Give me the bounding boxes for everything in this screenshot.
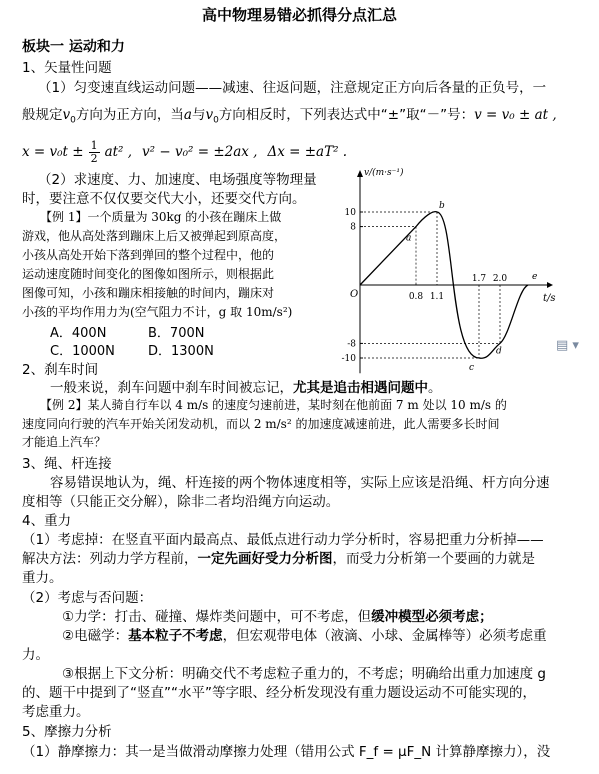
page-title: 高中物理易错必抓得分点汇总: [201, 6, 397, 24]
x-tick-label: 1.1: [429, 292, 445, 302]
example1-line: 小孩的平均作用力为(空气阻力不计，g 取 10m/s²): [22, 305, 293, 319]
para-vector-2a: （2）求速度、力、加速度、电场强度等物理量: [38, 172, 317, 188]
y-tick-label: 8: [350, 222, 356, 233]
y-axis-label: v/(m·s⁻¹): [364, 168, 404, 178]
para-gravity-2: （2）考虑与否问题：: [22, 590, 153, 606]
document-icon[interactable]: ▤ ▾: [556, 338, 579, 353]
para-vector-1b: 般规定$v_0$方向为正方向，当a与$v_0$方向相反时，下列表达式中“±”取“－”号：v = v₀ ± at ,: [22, 107, 557, 126]
para-gravity-1c: 重力。: [22, 570, 63, 586]
gravity-case-2b: 力。: [22, 647, 49, 663]
gravity-case-2: ②电磁学：基本粒子不考虑，但宏观带电体（液滴、小球、金属棒等）必须考虑重: [62, 628, 547, 644]
example1-line: 运动速度随时间变化的图像如图所示，则根据此: [22, 267, 275, 281]
heading-gravity: 4、重力: [22, 513, 72, 529]
y-tick-label: -8: [347, 339, 356, 350]
para-rope-rod-b: 度相等（只能正交分解），除非二者均沿绳方向运动。: [22, 494, 340, 510]
point-label: d: [496, 346, 502, 357]
heading-vector: 1、矢量性问题: [22, 60, 112, 76]
example1-line: 图像可知，小孩和蹦床相接触的时间内，蹦床对: [22, 286, 275, 300]
example2-line: 速度同向行驶的汽车开始关闭发动机，而以 2 m/s² 的加速度减速前进，此人需要多长时间: [22, 417, 500, 431]
x-tick-label: 2.0: [492, 274, 508, 284]
origin-label: O: [350, 289, 359, 300]
heading-rope-rod: 3、绳、杆连接: [22, 456, 112, 472]
para-rope-rod-a: 容易错误地认为，绳、杆连接的两个物体速度相等，实际上应该是沿绳、杆方向分速: [50, 475, 550, 491]
para-gravity-1b: 解决方法：列动力学方程前，一定先画好受力分析图，而受力分析第一个要画的力就是: [22, 551, 535, 567]
example2-line: 【例 2】某人骑自行车以 4 m/s 的速度匀速前进，某时刻在他前面 7 m 处以 10 m/s 的: [40, 398, 507, 412]
para-vector-1a: （1）匀变速直线运动问题——减速、往返问题，注意规定正方向后各量的正负号，一: [38, 80, 547, 96]
y-tick-label: -10: [341, 354, 356, 364]
heading-braking: 2、刹车时间: [22, 362, 99, 378]
example2-line: 才能追上汽车？: [22, 435, 107, 449]
option-d[interactable]: D．1300N: [148, 344, 214, 359]
point-label: b: [439, 201, 445, 211]
example1-line: 小孩从高处开始下落到弹回的整个过程中，他的: [22, 248, 275, 262]
para-braking: 一般来说，刹车问题中刹车时间被忘记，尤其是追击相遇问题中。: [50, 380, 442, 396]
heading-friction: 5、摩擦力分析: [22, 724, 112, 740]
section-heading-1: 板块一 运动和力: [22, 39, 125, 55]
example1-line: 游戏，他从高处落到蹦床上后又被弹起到原高度，: [22, 229, 287, 243]
x-tick-label: 0.8: [408, 292, 424, 302]
fraction-half: $\frac{1}{2}$: [90, 138, 98, 165]
point-label: a: [406, 233, 412, 244]
option-a[interactable]: A．400N: [50, 326, 107, 341]
kinematics-equations: x = v₀t ± $\frac{1}{2}$ at² , v² − v₀² = ±2ax , Δx = ±aT² .: [22, 138, 348, 165]
point-label: c: [469, 363, 475, 373]
option-b[interactable]: B．700N: [148, 326, 205, 341]
para-gravity-1a: （1）考虑掉：在竖直平面内最高点、最低点进行动力学分析时，容易把重力分析掉——: [22, 532, 544, 548]
x-axis-arrow: [547, 282, 553, 288]
gravity-case-3b: 的、题干中提到了“竖直”“水平”等字眼、经分析发现没有重力题设运动不可能实现的，: [22, 685, 536, 701]
para-friction-1: （1）静摩擦力：其一是当做滑动摩擦力处理（错用公式 F_f = μF_N 计算静摩擦力），没: [22, 744, 551, 760]
gravity-case-3a: ③根据上下文分析：明确交代不考虑粒子重力的，不考虑；明确给出重力加速度 g: [62, 666, 546, 682]
gravity-case-3c: 考虑重力。: [22, 704, 90, 720]
y-axis-arrow: [357, 170, 363, 177]
gravity-case-1: ①力学：打击、碰撞、爆炸类问题中，可不考虑，但缓冲模型必须考虑；: [62, 609, 493, 625]
y-tick-label: 10: [344, 208, 356, 218]
para-vector-2b: 时，要注意不仅仅要交代大小，还要交代方向。: [22, 191, 306, 207]
x-tick-label: 1.7: [471, 274, 487, 284]
option-c[interactable]: C．1000N: [50, 344, 115, 359]
velocity-time-chart: [340, 165, 556, 373]
point-label: e: [532, 272, 538, 282]
x-axis-label: t/s: [543, 293, 556, 304]
example1-line: 【例 1】一个质量为 30kg 的小孩在蹦床上做: [40, 210, 282, 224]
